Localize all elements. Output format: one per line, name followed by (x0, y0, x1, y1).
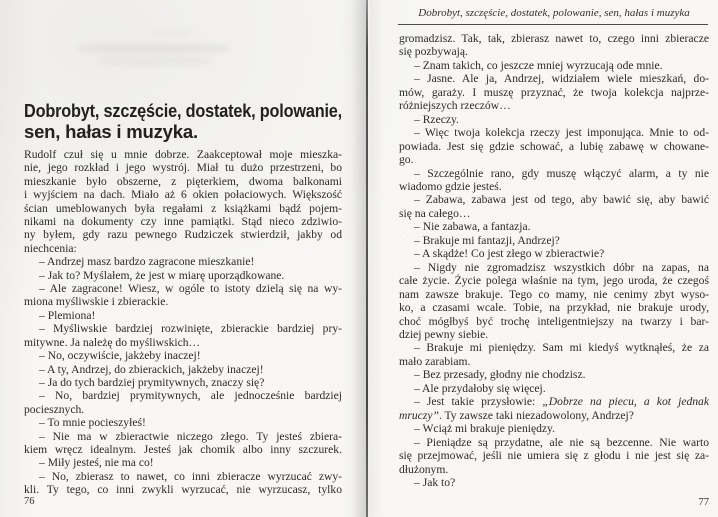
ghost-smudge (148, 30, 192, 36)
text-line: – Jasne. Ale ja, Andrzej, widziałem wiele mieszkań, do- (414, 72, 709, 86)
text-line: mitywne. Ja należę do myśliwskich… (24, 335, 201, 349)
text-line: – No, oczywiście, jakżeby inaczej! (39, 349, 201, 363)
text-line: dziej pewny siebie. (399, 327, 489, 341)
text-line: – Znam takich, co jeszcze mniej wyrzucają ode mnie. (414, 58, 663, 72)
ghost-smudge (78, 44, 230, 53)
left-page-text (24, 148, 342, 497)
ghost-smudge (96, 57, 214, 65)
text-line: – Jest takie przysłowie: „Dobrze na piecu, a kot jednak (414, 395, 710, 409)
text-line: wiadomo gdzie jesteś. (399, 179, 502, 193)
text-line: – Pieniądze są przydatne, ale nie są bezcenne. Nie warto (414, 435, 709, 449)
text-line: – To mnie pocieszyłeś! (39, 416, 146, 430)
text-line: – Plemiona! (39, 308, 96, 322)
text-line: całe życie. Życie polega właśnie na tym, jego uroda, że czegoś (399, 274, 709, 288)
text-line: – No, zbierasz to nawet, co inni zbieracze wyrzucać zwy- (39, 469, 342, 483)
text-line: – Jak to? (414, 475, 456, 489)
text-line: – Jak to? Myślałem, że jest w miarę uporządkowane. (39, 268, 285, 282)
text-line: i wyjściem na dach. Miało aż 6 okien połaciowych. Większość (24, 188, 342, 202)
text-line: – Myśliwskie bardziej rozwinięte, zbierackie bardziej pry- (39, 322, 342, 336)
text-line: – A skądże! Co jest złego w zbieractwie? (414, 247, 605, 261)
spine-highlight (368, 0, 370, 517)
text-line: mało zarabiam. (399, 354, 471, 368)
text-line: – Rzeczy. (414, 112, 459, 126)
text-line: – No, bardziej prymitywnych, ale jednocześnie bardziej (39, 389, 342, 403)
text-line: się przejmować, jeśli nie umiera się z głodu i nie jest się za- (399, 449, 709, 463)
text-line: – Brakuje mi fantazji, Andrzej? (414, 233, 560, 247)
text-line: – Szczególnie rano, gdy muszę włączyć alarm, a ty nie (414, 166, 709, 180)
text-line: go. (399, 153, 414, 167)
page-number-right: 77 (698, 497, 709, 508)
text-line: różniejszych rzeczów… (399, 99, 511, 113)
text-line: dłużonym. (399, 462, 449, 476)
text-line: powiada. Jest się gdzie schować, a lubię zabawę w chowane- (399, 139, 709, 153)
text-line: – Więc twoja kolekcja rzeczy jest imponująca. Mnie to od- (414, 126, 709, 140)
text-line: się pozbywają. (399, 45, 468, 59)
text-line: nam zawsze brakuje. Tego co mamy, nie cenimy zbyt wyso- (399, 287, 709, 301)
text-line: – Andrzej masz bardzo zagracone mieszkanie! (39, 255, 255, 269)
text-line: – Nie ma w zbieractwie niczego złego. Ty jesteś zbiera- (39, 429, 342, 443)
text-line: – Miły jesteś, nie ma co! (39, 456, 154, 470)
text-line: – Zabawa, zabawa jest od tego, aby bawić się, aby bawić (414, 193, 709, 207)
text-line: – A ty, Andrzej, do zbierackich, jakżeby inaczej! (39, 362, 264, 376)
chapter-heading (24, 100, 342, 142)
text-line: kiem wręcz idealnym. Jesteś jak chomik albo inny szczurek. (24, 442, 342, 456)
gutter-shadow (352, 0, 366, 517)
text-line: się na całego… (399, 206, 471, 220)
text-line: – Nigdy nie zgromadzisz wszystkich dóbr na zapas, na (414, 260, 709, 274)
text-line: kli. Ty tego, co inni zwykli wyrzucać, nie wyrzucasz, tylko (24, 483, 342, 497)
text-line: – Ale zagracone! Wiesz, w ogóle to istoty dzielą się na wy- (39, 282, 342, 296)
chapter-heading-line-2: sen, hałas i muzyka. (24, 121, 198, 142)
text-line: niechcenia: (24, 241, 77, 255)
text-line: – Brakuje mi pieniędzy. Sam mi kiedyś wytknąłeś, że za (414, 341, 709, 355)
header-rule (398, 24, 708, 25)
text-line: pociesznych. (24, 402, 85, 416)
text-line: mruczy”. Ty zawsze taki niezadowolony, Andrzej? (399, 408, 634, 422)
text-line: nikami na dokumenty czy inne pamiątki. Stąd nieco zdziwio- (24, 215, 342, 229)
page-number-left: 76 (24, 496, 35, 507)
text-line: – Ja do tych bardziej prymitywnych, znaczy się? (39, 375, 265, 389)
text-line: ko, a czasami wcale. Tobie, na przykład, nie brakuje urody, (399, 301, 709, 315)
text-line: mów, garaży. I muszę przyznać, że twoja kolekcja najprze- (399, 85, 709, 99)
chapter-heading-line-1: Dobrobyt, szczęście, dostatek, polowanie, (24, 100, 342, 121)
text-line: mieszkanie było obszerne, z pięterkiem, dwoma balkonami (24, 174, 342, 188)
text-line: – Nie zabawa, a fantazja. (414, 220, 531, 234)
text-line: nie, jego rozkład i jego wystrój. Miał tu dużo przestrzeni, bo (24, 161, 342, 175)
text-line: ny byłem, gdy razu pewnego Rudziczek stwierdził, jakby od (24, 228, 342, 242)
text-line: – Bez przesady, głodny nie chodzisz. (414, 368, 586, 382)
text-line: Rudolf czuł się u mnie dobrze. Zaakceptował moje mieszka- (24, 148, 342, 161)
text-line: gromadzisz. Tak, tak, zbierasz nawet to, czego inni zbieracze (399, 32, 709, 45)
text-line: miona myśliwskie i zbierackie. (24, 295, 169, 309)
right-page-text (399, 32, 709, 489)
text-line: – Ale przydałoby się więcej. (414, 381, 546, 395)
running-header: Dobrobyt, szczęście, dostatek, polowanie, sen, hałas i muzyka (418, 7, 690, 19)
text-line: ścian umeblowanych była regałami z książkami bądź pojem- (24, 201, 342, 215)
text-line: – Wciąż mi brakuje pieniędzy. (414, 422, 555, 436)
text-line: choć mógłbyś być trochę inteligentniejszy na twarzy i bar- (399, 314, 709, 328)
